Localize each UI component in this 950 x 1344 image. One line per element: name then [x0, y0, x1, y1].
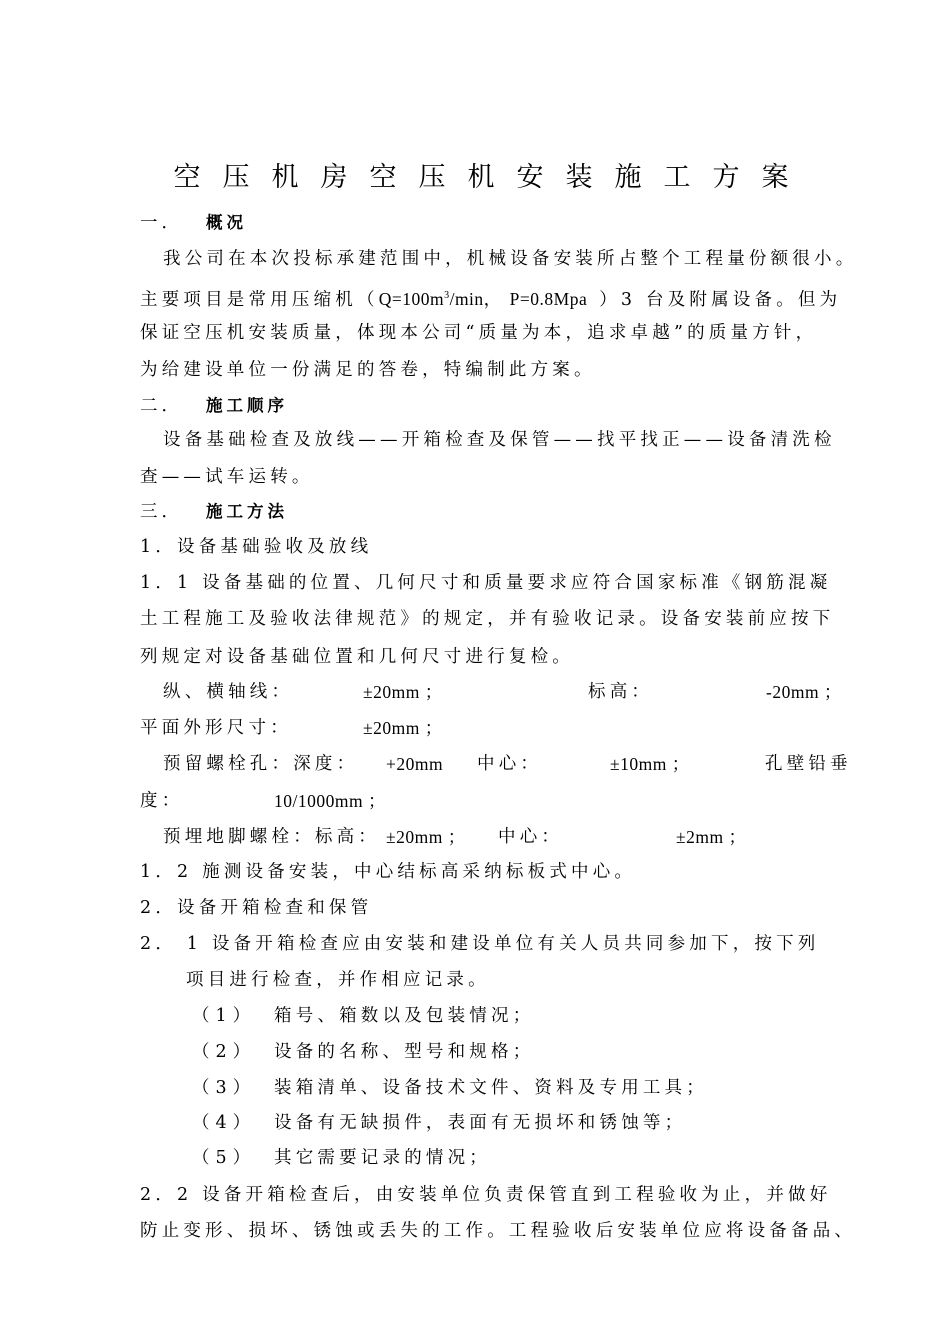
- item-text: 箱号、箱数以及包装情况；: [274, 1006, 535, 1026]
- tolerance-value: -20mm ；: [766, 682, 842, 702]
- section-heading-method: [140, 500, 288, 524]
- tolerance-value: ±20mm ；: [363, 682, 443, 702]
- text-span: Q=100m: [378, 288, 445, 309]
- item-text: 设备的名称、型号和规格；: [274, 1042, 535, 1062]
- tolerance-value: ±20mm ；: [363, 718, 443, 738]
- paragraph-line: 2．2 设备开箱检查后，由安装单位负责保管直到工程验收为止，并做好: [140, 1185, 832, 1205]
- section-title: 概况: [206, 213, 247, 232]
- item-text: 其它需要记录的情况；: [274, 1148, 491, 1168]
- item-number: （1）: [192, 1006, 257, 1026]
- paragraph-line: 为给建设单位一份满足的答卷，特编制此方案。: [140, 360, 596, 380]
- section-heading-overview: [140, 211, 247, 235]
- item-number: （4）: [192, 1113, 257, 1133]
- checklist-item: [192, 1040, 534, 1064]
- checklist-item: [192, 1146, 491, 1170]
- paragraph-line: 项目进行检查，并作相应记录。: [186, 970, 490, 990]
- item-number: （3）: [192, 1078, 257, 1098]
- tolerance-label: 纵、横轴线：: [163, 682, 294, 702]
- tolerance-value: ±2mm ；: [676, 827, 747, 847]
- section-title: 施工顺序: [206, 396, 288, 415]
- tolerance-value: ±10mm ；: [610, 754, 690, 774]
- item-number: （2）: [192, 1042, 257, 1062]
- tolerance-value: +20mm: [386, 754, 444, 774]
- tolerance-label: 标高：: [588, 682, 654, 702]
- paragraph-line: 防止变形、损坏、锈蚀或丢失的工作。工程验收后安装单位应将设备备品、: [140, 1221, 857, 1241]
- paragraph-line: 保证空压机安装质量，体现本公司“质量为本，追求卓越”的质量方针，: [140, 323, 818, 343]
- paragraph-line: 1．2 施测设备安装，中心结标高采纳标板式中心。: [140, 862, 637, 882]
- paragraph-line: 列规定对设备基础位置和几何尺寸进行复检。: [140, 647, 574, 667]
- paragraph-line: 土工程施工及验收法律规范》的规定，并有验收记录。设备安装前应按下: [140, 609, 835, 629]
- text-span: /min，: [449, 288, 502, 309]
- tolerance-value: 10/1000mm ；: [274, 791, 386, 811]
- paragraph-line: 我公司在本次投标承建范围中，机械设备安装所占整个工程量份额很小。: [163, 249, 858, 269]
- tolerance-label: 孔壁铅垂: [765, 754, 852, 774]
- section-number: 一．: [140, 213, 183, 233]
- subheading: 2．设备开箱检查和保管: [140, 898, 373, 918]
- paragraph-line: [140, 284, 841, 312]
- item-number: （5）: [192, 1148, 257, 1168]
- checklist-item: [192, 1004, 534, 1028]
- tolerance-label: 中心：: [498, 827, 564, 847]
- tolerance-label: 平面外形尺寸：: [140, 718, 292, 738]
- tolerance-label: 中心：: [477, 754, 543, 774]
- section-number: 三．: [140, 502, 183, 522]
- paragraph-line: 查——试车运转。: [140, 467, 314, 487]
- tolerance-label: 度：: [140, 791, 184, 811]
- section-heading-sequence: [140, 394, 288, 418]
- checklist-item: [192, 1111, 686, 1135]
- section-title: 施工方法: [206, 502, 288, 521]
- item-text: 设备有无缺损件，表面有无损坏和锈蚀等；: [274, 1113, 687, 1133]
- tolerance-value: ±20mm ；: [386, 827, 466, 847]
- text-span: 主要项目是常用压缩机（: [140, 289, 379, 310]
- paragraph-line: 1．1 设备基础的位置、几何尺寸和质量要求应符合国家标准《钢筋混凝: [140, 573, 832, 593]
- checklist-item: [192, 1076, 708, 1100]
- tolerance-label: 预留螺栓孔：深度：: [163, 754, 359, 774]
- text-span: P=0.8Mpa: [509, 288, 588, 309]
- tolerance-label: 预埋地脚螺栓：标高：: [163, 827, 380, 847]
- section-number: 二．: [140, 396, 183, 416]
- item-text: 装箱清单、设备技术文件、资料及专用工具；: [274, 1078, 708, 1098]
- subheading: 1．设备基础验收及放线: [140, 537, 373, 557]
- superscript: 3: [444, 290, 450, 301]
- document-title: 空压机房空压机安装施工方案: [173, 162, 811, 193]
- paragraph-line: 2． 1 设备开箱检查应由安装和建设单位有关人员共同参加下，按下列: [140, 934, 820, 954]
- paragraph-line: 设备基础检查及放线——开箱检查及保管——找平找正——设备清洗检: [163, 430, 836, 450]
- text-span: ）3 台及附属设备。但为: [599, 289, 842, 310]
